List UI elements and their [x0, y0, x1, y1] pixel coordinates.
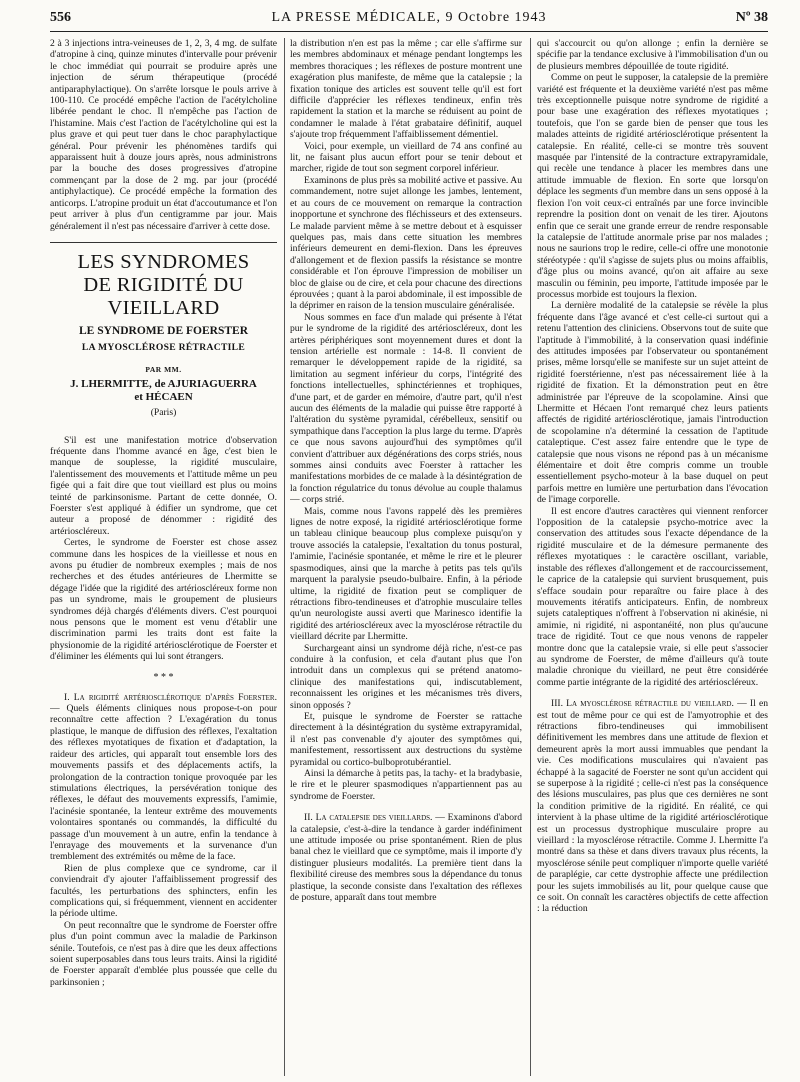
paragraph: Il est encore d'autres caractères qui viennent renforcer l'opposition de la catalepsie psycho-motrice avec la conservation des attitudes sous l'exacte dépendance de la rigidité musculaire et de la démesure permanente des réflexes myotatiques : le caractère oscillant, variable, instable des réflexes d'allongement et de raccourcissement, le caprice de la catalepsie qui survient brusquement, puis s'efface soudain pour reparaître ou faire place à des mouvements itératifs anticipateurs. Enfin, de nombreux sujets cataleptiques n'offrent à l'observation ni akinésie, ni amimie, ni rigidité, ni aspontanéité, non plus qu'aucune trace de rigidité. Tout ce que nous venons de rappeler montre donc que la catalepsie vraie, si elle peut s'associer au syndrome de Foerster, de même d'ailleurs qu'à toute maladie chronique du vieillard, ne peut être considérée comme partie intégrante de la rigidité des artérioscléreux. [537, 505, 768, 688]
journal-title: LA PRESSE MÉDICALE, 9 Octobre 1943 [271, 10, 547, 25]
article-authors [50, 378, 277, 404]
section-gap [537, 688, 768, 698]
paragraph: 2 à 3 injections intra-veineuses de 1, 2, 3, 4 mg. de sulfate d'atropine à cinq, quinze minutes d'intervalle pour prévenir le choc immédiat qui pourrait se produire après une injection de sérum thérapeutique (procédé antiparaphylactique). On s'arrête lorsque le pouls arrive à 100-110. Ce procédé empêche l'action de l'acétylcholine libérée pendant le choc. Il n'empêche pas l'action de l'histamine. Mais c'est l'action de l'acétylcholine qui est la plus grave et qui peut tuer dans le choc paraphylactique général. Pour prévenir les phénomènes tardifs qui apparaissent huit à douze jours après, nous administrons par la bouche des doses progressives d'atropine commençant par la dose de 2 mg. par jour (procédé antiphylactique). Ce procédé empêche la formation des anticorps. L'atropine produit un état d'accoutumance et l'on peut arriver à plus d'un centigramme par jour. Mais généralement il n'est pas nécessaire d'arriver à cette dose. [50, 38, 277, 232]
paragraph: Ainsi la démarche à petits pas, la tachy- et la bradybasie, le rire et le pleurer spasmodiques n'appartiennent pas au syndrome de Foerster. [290, 768, 522, 802]
article-title [50, 251, 277, 320]
section-heading: III. La myosclérose rétractile du vieillard. [551, 698, 734, 710]
page-header [50, 10, 768, 32]
section-text: — Quels éléments cliniques nous propose-t-on pour reconnaître cette affection ? L'exagération du tonus plastique, le manque de diffusion des réflexes, l'exaltation des réflexes myotatiques de fixation et d'adaptation, la raideur des articles, qui apparaît tout ensemble lors des mouvements passifs et des déplacements actifs, la prolongation de la contraction tonique provoquée par les stimulations électriques, la persévération tonique des réflexes, le défaut des mouvements expressifs, l'amimie, l'acinésie spontanée, la lenteur extrême des mouvements volontaires spontanés ou commandés, la difficulté du passage d'un mouvement à un autre, enfin la tendance à l'enrayage des mouvements et la survenance d'un tremblement des extrémités ou même de la face. [50, 703, 277, 863]
page-number: 556 [50, 10, 71, 25]
column-divider [284, 38, 285, 1076]
author-line: J. LHERMITTE, de AJURIAGUERRA [70, 378, 257, 391]
section-paragraph [50, 692, 277, 863]
issue-number: Nº 38 [735, 10, 768, 25]
section-text: — Examinons d'abord la catalepsie, c'est-à-dire la tendance à garder indéfiniment une attitude imposée ou prise spontanément. Rien de plus banal chez le vieillard que ce symptôme, mais il importe d'y distinguer plusieurs modalités. La première tient dans la flexibilité cireuse des membres sous la dépendance du tonus plastique, la seconde consiste dans l'exaltation des réflexes de posture, apparaît dans tout membre [290, 812, 522, 904]
paragraph: qui s'accourcit ou qu'on allonge ; enfin la dernière se spécifie par la tendance exclusive à l'immobilisation d'un ou de plusieurs membres dépouillée de toute rigidité. [537, 38, 768, 72]
paragraph: Mais, comme nous l'avons rappelé dès les premières lignes de notre exposé, la rigidité artériosclérotique forme un tableau clinique beaucoup plus complexe puisqu'on y trouve associés la catalepsie, l'exaltation du tonus postural, l'amimie, l'acinésie spontanée, et même le rire et le pleurer spasmodiques, ainsi que la marche à petits pas tels qu'ils marquent la paralysie pseudo-bulbaire. Enfin, à la période ultime, la rigidité de fixation peut se compliquer de rétractions fibro-tendineuses et d'atrophie musculaire telles qu'un neurologiste aussi averti que Marinesco identifie la rigidité des artérioscléreux avec la myosclérose rétractile du vieillard décrite par Lhermitte. [290, 505, 522, 643]
column-2 [290, 38, 522, 1078]
column-3 [537, 38, 768, 1078]
author-line: et HÉCAEN [134, 391, 193, 404]
section-text: — Il en est tout de même pour ce qui est de l'amyotrophie et des rétractions fibro-tendineuses qui immobilisent définitivement les membres dans une attitude de flexion et demeurent après la mort aussi immuables que pendant la vie. Ces modifications musculaires qui n'avaient pas échappé à la sagacité de Foerster ne sont qu'un accident qui se superpose à la rigidité ; celle-ci n'est pas la conséquence des lésions musculaires, pas plus que ces dernières ne sont la condition primitive de la rigidité. En réalité, ce qui intervient à la phase ultime de la rigidité artériosclérotique est un processus dystrophique musculaire propre au vieillard : la myosclérose rétractile. Comme J. Lhermitte l'a montré dans sa thèse et dans divers travaux plus récents, la myosclérose sénile peut compliquer n'importe quelle variété de paraplégie, car cette dystrophie affecte une prédilection pour les sujets immobilisés au lit, pour quelque cause que ce soit. On connaît les caractères objectifs de cette affection : la réduction [537, 698, 768, 915]
section-stars: * * * [153, 671, 174, 683]
article-title-line: LES SYNDROMES [77, 250, 250, 273]
paragraph: On peut reconnaître que le syndrome de Foerster offre plus d'un point commun avec la maladie de Parkinson sénile. Toutefois, ce n'est pas à dire que les deux affections soient superposables dans tous leurs traits. Ainsi la rigidité de Foerster apparaît d'emblée plus poussée que celle du parkinsonien ; [50, 919, 277, 988]
paragraph: Voici, pour exemple, un vieillard de 74 ans confiné au lit, ne faisant plus aucun effort pour se tenir debout et marcher, rigide de tout son segment corporel inférieur. [290, 140, 522, 175]
article-title-line: DE RIGIDITÉ DU VIEILLARD [83, 273, 244, 319]
section-heading: II. La catalepsie des vieillards. [304, 812, 433, 824]
paragraph: S'il est une manifestation motrice d'observation fréquente dans l'homme avancé en âge, c'est bien le manque de souplesse, la rigidité musculaire, l'alentissement des mouvements et l'attitude même un peu figée qui a fait dire que tout vieillard est plus ou moins teinté de parkinsonisme. Partant de cette donnée, O. Foerster s'est appliqué à édifier un syndrome, que cet auteur a proposé de dénommer : rigidité des artérioscléreux. [50, 434, 277, 537]
header-rule [50, 31, 768, 32]
paragraph: Surchargeant ainsi un syndrome déjà riche, n'est-ce pas conduire à la confusion, et cela d'autant plus que l'on introduit dans un complexus qui se prétend anatomo-clinique des manifestations qui, indiscutablement, reconnaissent les origines et les mécanismes très divers, sinon opposés ? [290, 642, 522, 711]
article-subtitle-2: LA MYOSCLÉROSE RÉTRACTILE [81, 342, 246, 354]
column-divider [530, 38, 531, 1076]
article-separator [50, 242, 277, 243]
paragraph: Et, puisque le syndrome de Foerster se rattache directement à la désintégration du système extrapyramidal, il n'est pas convenable d'y ajouter des symptômes qui, manifestement, ressortissent aux destructions du système pyramidal ou cortico-bulboprotubérantiel. [290, 710, 522, 768]
section-gap [290, 802, 522, 812]
byline-prefix: PAR MM. [145, 364, 182, 374]
paragraph: Certes, le syndrome de Foerster est chose assez commune dans les hospices de la vieillesse et nous en avons pu étudier de nombreux exemples ; mais de nos recherches et des études antérieures de Lhermitte se dégage l'idée que la rigidité des artérioscléreux forme non pas un syndrome, mais le groupement de plusieurs syndromes déjà chargés d'éléments divers. C'est pourquoi nous pensons que le moment est venu d'établir une discrimination parmi les traits dont est faite la physionomie de la rigidité artériosclérotique de Foerster et d'éliminer les éléments qui lui sont étrangers. [50, 537, 277, 663]
section-paragraph [537, 698, 768, 915]
paragraph: Rien de plus complexe que ce syndrome, car il conviendrait d'y ajouter l'affaiblissement progressif des facultés, les perturbations des sphincters, enfin les complications qui, si fréquemment, viennent en accidenter la période ultime. [50, 862, 277, 920]
section-heading: I. La rigidité artériosclérotique d'après Foerster. [64, 691, 277, 703]
paragraph: Examinons de plus près sa mobilité active et passive. Au commandement, notre sujet allonge les jambes, lentement, et au cours de ce mouvement on remarque la contraction inopportune et synchrone des fléchisseurs et des extenseurs. Le malade parvient même à se mettre debout et à esquisser quelques pas, mais dans cette situation les membres inférieurs demeurent en demi-flexion. Dans les épreuves d'allongement et de flexion passifs la résistance se montre considérable et l'on éprouve l'impression de mobiliser un bloc de glaise ou de cire, et cela pour chacune des directions éprouvées ; quant à la paroi abdominale, il est impossible de la déprimer en raison de la tension musculaire généralisée. [290, 174, 522, 312]
paragraph: la distribution n'en est pas la même ; car elle s'affirme sur les membres abdominaux et ménage pendant longtemps les membres thoraciques ; les réflexes de posture montrent une exagération plus manifeste, de même que la catalepsie ; la fixation tonique des articles est souvent telle qu'il est fort difficile d'apprécier les réflexes tendineux, enfin très rapidement la station et la marche se réduisent au point de condamner le malade à l'état grabataire définitif, auquel s'ajoute trop fréquemment l'affaiblissement démentiel. [290, 38, 522, 141]
author-location: (Paris) [150, 407, 177, 419]
column-1 [50, 38, 277, 1078]
paragraph: Nous sommes en face d'un malade qui présente à l'état pur le syndrome de la rigidité des artérioscléreux, dont les artères périphériques sont moyennement dures et dont la tension artérielle est normale : 14-8. Il convient de remarquer le développement rapide de la rigidité, sa limitation au segment inférieur du corps, l'intégrité des fonctions intellectuelles, sphinctériennes et trophiques, d'une part, et de garder en mémoire, d'autre part, qu'il n'est aucun des éléments de la maladie qui puisse être rapporté à l'altération du système pyramidal, cérébelleux, sensitif ou sympathique dans l'acception la plus large du terme. D'après ce que nous savons aujourd'hui des symptômes qu'il convient d'attribuer aux dégénérations des corps striés, nous sommes ainsi conduits avec Foerster à rattacher les manifestations morbides de ce malade à la désintégration de la fonction régulatrice du tonus dévolue au couple thalamus — corps strié. [290, 311, 522, 506]
section-paragraph [290, 812, 522, 903]
article-subtitle: LE SYNDROME DE FOERSTER [78, 324, 248, 337]
paragraph: Comme on peut le supposer, la catalepsie de la première variété est fréquente et la deuxième variété n'est pas même très exceptionnelle puisque notre syndrome de rigidité a pour base une exagération des réflexes myotatiques ; toutefois, que l'on se garde bien de penser que tous les malades atteints de rigidité artériosclérotique présentent la catalepsie. En réalité, celle-ci se montre très souvent masquée par l'intensité de la contracture extrapyramidale, qui recèle une tendance à placer les membres dans une attitude immuable de flexion. En sorte que lorsqu'on déplace les segments d'un membre dans un sens opposé à la flexion l'on voit ceux-ci entraînés par une force invincible reprendre la position dont on venait de les tirer. Ajoutons enfin que ce serait une grande erreur de rendre responsable la catalepsie de l'attitude anormale prise par nos malades ; nous ne saurions trop le redire, celle-ci offre une monotonie stéréotypée : qu'il s'agisse de sujets plus ou moins affaiblis, d'âge plus ou moins avancé, qu'on ait affaire au sexe masculin ou féminin, peu importe, l'attitude imposée par le processus morbide est toujours la flexion. [537, 72, 768, 300]
paragraph: La dernière modalité de la catalepsie se révèle la plus fréquente dans l'âge avancé et c'est celle-ci surtout qui a retenu l'attention des cliniciens. Observons tout de suite que l'aptitude à l'immobilité, à la conservation quasi indéfinie des attitudes imposées par l'observateur ou spontanément prises, même lorsqu'elle se manifeste sur un sujet atteint de rigidité foerstérienne, n'est pas nécessairement liée à la rigidité de fixation. Et la démonstration peut en être administrée par l'épreuve de la scopolamine. Ainsi que Lhermitte et Hécaen l'ont remarqué chez leurs patients affectés de rigidité artériosclérotique, jamais l'introduction de scopolamine n'a déterminé la cessation de l'aptitude cataleptique. C'est assez faire entendre que le type de catalepsie que nous visons ne répond pas à un mécanisme élémentaire et doit être compris comme un trouble essentiellement psycho-moteur à la base duquel on peut parfois mettre en lumière une perturbation dans l'évocation de l'image corporelle. [537, 300, 768, 506]
